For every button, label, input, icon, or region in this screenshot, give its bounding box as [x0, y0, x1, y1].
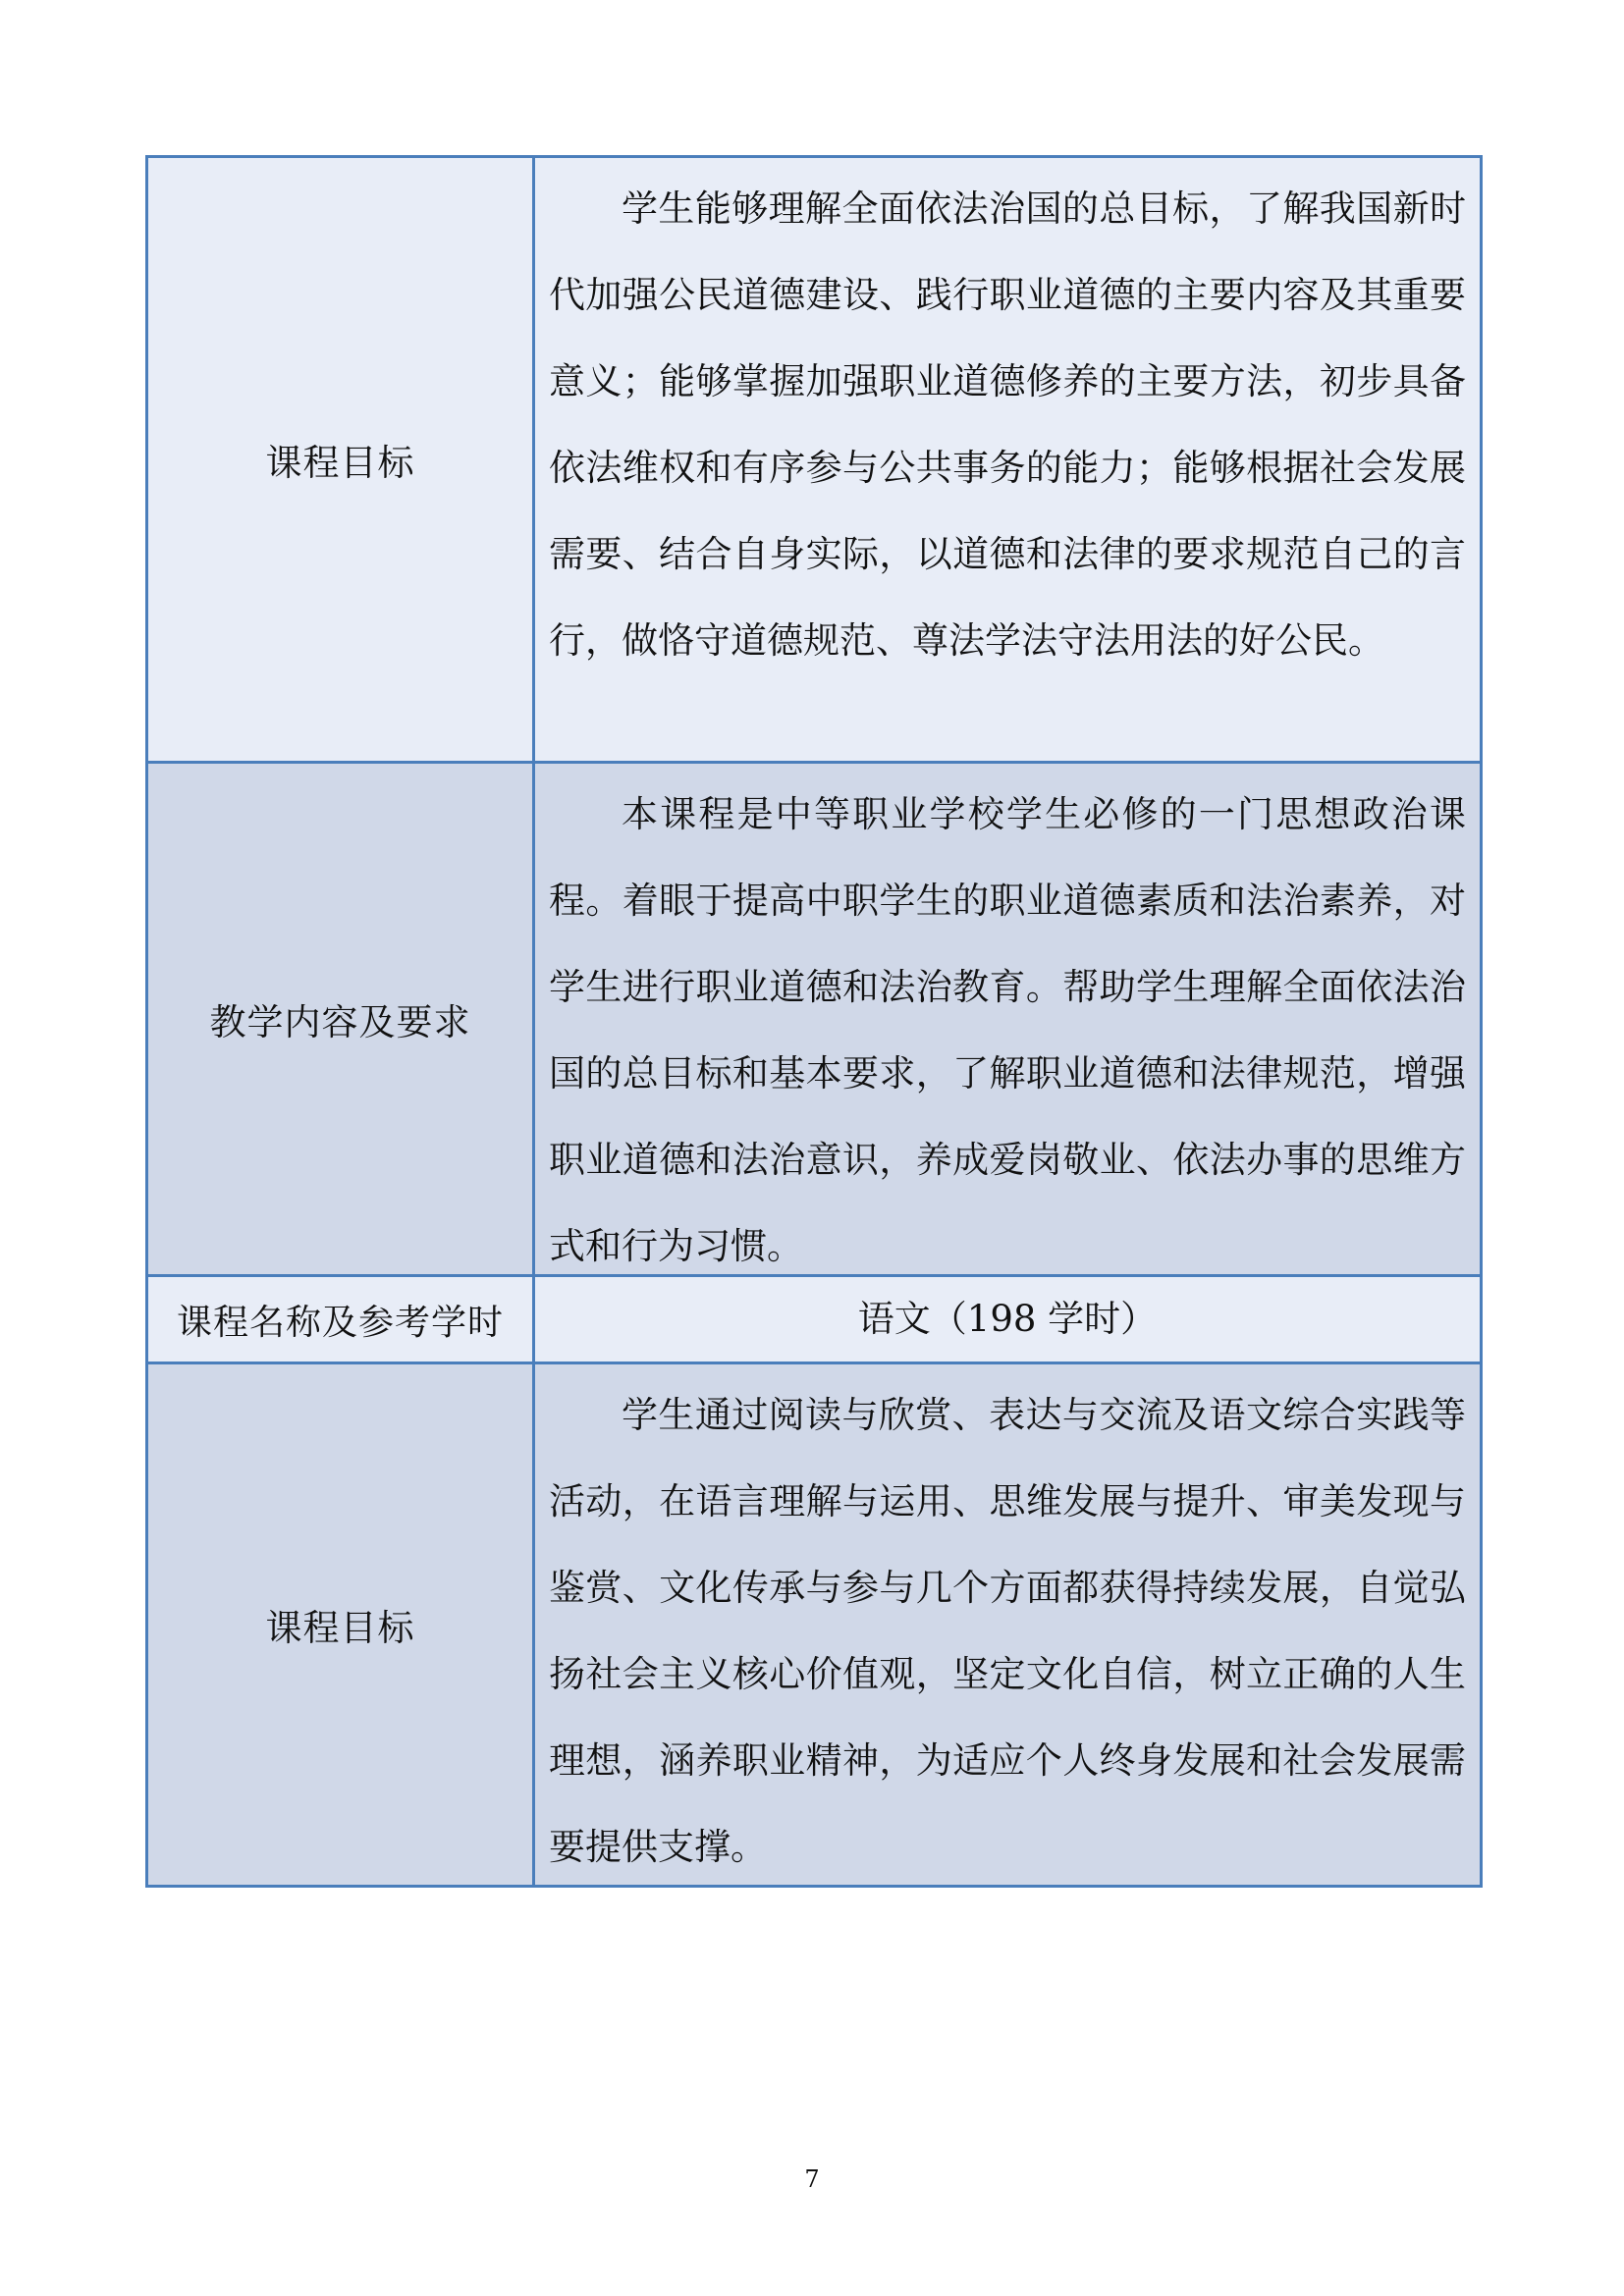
table-row-course-goals-2: [148, 1362, 1480, 1885]
table-row-course-name: [148, 1274, 1480, 1362]
row-content: 学生通过阅读与欣赏、表达与交流及语文综合实践等活动，在语言理解与运用、思维发展与提升、审美发现与鉴赏、文化传承与参与几个方面都获得持续发展，自觉弘扬社会主义核心价值观，坚定文化自信，树立正确的人生理想，涵养职业精神，为适应个人终身发展和社会发展需要提供支撑。: [549, 1394, 1466, 1868]
table-row-course-goals: [148, 158, 1480, 761]
row-label: 课程名称及参考学时: [148, 1277, 535, 1362]
row-content: 学生能够理解全面依法治国的总目标，了解我国新时代加强公民道德建设、践行职业道德的主要内容及其重要意义；能够掌握加强职业道德修养的主要方法，初步具备依法维权和有序参与公共事务的能力；能够根据社会发展需要、结合自身实际，以道德和法律的要求规范自己的言行，做恪守道德规范、尊法学法守法用法的好公民。: [549, 187, 1466, 662]
course-table: [145, 155, 1483, 1888]
page-number: 7: [804, 2165, 820, 2193]
row-label: 课程目标: [148, 1364, 535, 1885]
row-label: 教学内容及要求: [148, 764, 535, 1274]
row-label: 课程目标: [148, 158, 535, 761]
table-row-teaching-content: [148, 761, 1480, 1274]
row-content: 语文（198 学时）: [857, 1298, 1158, 1340]
row-content: 本课程是中等职业学校学生必修的一门思想政治课程。着眼于提高中职学生的职业道德素质和法治素养，对学生进行职业道德和法治教育。帮助学生理解全面依法治国的总目标和基本要求，了解职业道德和法律规范，增强职业道德和法治意识，养成爱岗敬业、依法办事的思维方式和行为习惯。: [549, 793, 1466, 1267]
